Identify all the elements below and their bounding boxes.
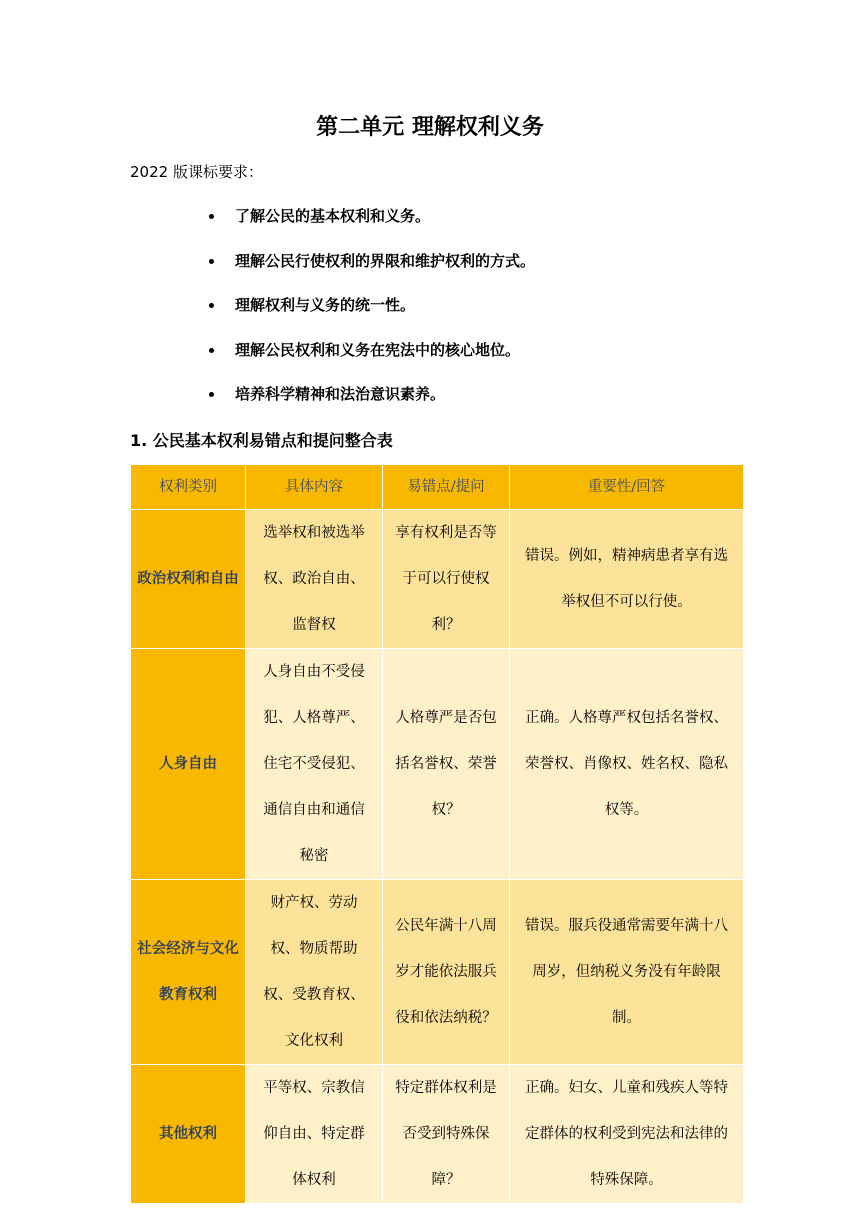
list-item xyxy=(206,382,535,427)
list-item xyxy=(206,204,535,249)
category-cell: 政治权利和自由 xyxy=(131,510,246,649)
page-title: 第二单元 理解权利义务 xyxy=(316,115,544,140)
requirement-text: 了解公民的基本权利和义务。 xyxy=(235,207,431,225)
requirement-text: 理解公民行使权利的界限和维护权利的方式。 xyxy=(235,251,536,270)
section-heading: 1. 公民基本权利易错点和提问整合表 xyxy=(130,431,393,450)
category-cell: 其他权利 xyxy=(131,1065,246,1204)
requirement-text: 理解权利与义务的统一性。 xyxy=(235,296,416,314)
question-cell: 人格尊严是否包括名誉权、荣誉权？ xyxy=(383,649,510,880)
table-row xyxy=(131,880,744,1065)
table-row xyxy=(131,649,744,880)
answer-cell: 正确。人格尊严权包括名誉权、荣誉权、肖像权、姓名权、隐私权等。 xyxy=(510,649,744,880)
list-item xyxy=(206,293,535,338)
bullet-dot-icon xyxy=(209,348,214,353)
question-cell: 特定群体权利是否受到特殊保障？ xyxy=(383,1065,510,1204)
content-cell: 财产权、劳动权、物质帮助权、受教育权、文化权利 xyxy=(246,880,383,1065)
bullet-dot-icon xyxy=(209,303,214,308)
bullet-dot-icon xyxy=(209,214,214,219)
requirements-list xyxy=(206,204,535,427)
requirements-label: 2022 版课标要求： xyxy=(130,163,263,181)
answer-cell: 正确。妇女、儿童和残疾人等特定群体的权利受到宪法和法律的特殊保障。 xyxy=(510,1065,744,1204)
list-item xyxy=(206,249,535,294)
column-header: 易错点/提问 xyxy=(383,465,510,510)
table-row xyxy=(131,1065,744,1204)
category-cell: 人身自由 xyxy=(131,649,246,880)
answer-cell: 错误。服兵役通常需要年满十八周岁，但纳税义务没有年龄限制。 xyxy=(510,880,744,1065)
requirement-text: 培养科学精神和法治意识素养。 xyxy=(235,385,446,403)
requirement-text: 理解公民权利和义务在宪法中的核心地位。 xyxy=(235,340,521,359)
content-cell: 选举权和被选举权、政治自由、监督权 xyxy=(246,510,383,649)
column-header: 权利类别 xyxy=(131,465,246,510)
content-cell: 人身自由不受侵犯、人格尊严、住宅不受侵犯、通信自由和通信秘密 xyxy=(246,649,383,880)
list-item xyxy=(206,338,535,383)
rights-table xyxy=(130,464,744,1204)
table-header-row xyxy=(131,465,744,510)
category-cell: 社会经济与文化教育权利 xyxy=(131,880,246,1065)
column-header: 重要性/回答 xyxy=(510,465,744,510)
answer-cell: 错误。例如，精神病患者享有选举权但不可以行使。 xyxy=(510,510,744,649)
bullet-dot-icon xyxy=(209,392,214,397)
table-row xyxy=(131,510,744,649)
bullet-dot-icon xyxy=(209,259,214,264)
column-header: 具体内容 xyxy=(246,465,383,510)
content-cell: 平等权、宗教信仰自由、特定群体权利 xyxy=(246,1065,383,1204)
question-cell: 享有权利是否等于可以行使权利？ xyxy=(383,510,510,649)
question-cell: 公民年满十八周岁才能依法服兵役和依法纳税？ xyxy=(383,880,510,1065)
